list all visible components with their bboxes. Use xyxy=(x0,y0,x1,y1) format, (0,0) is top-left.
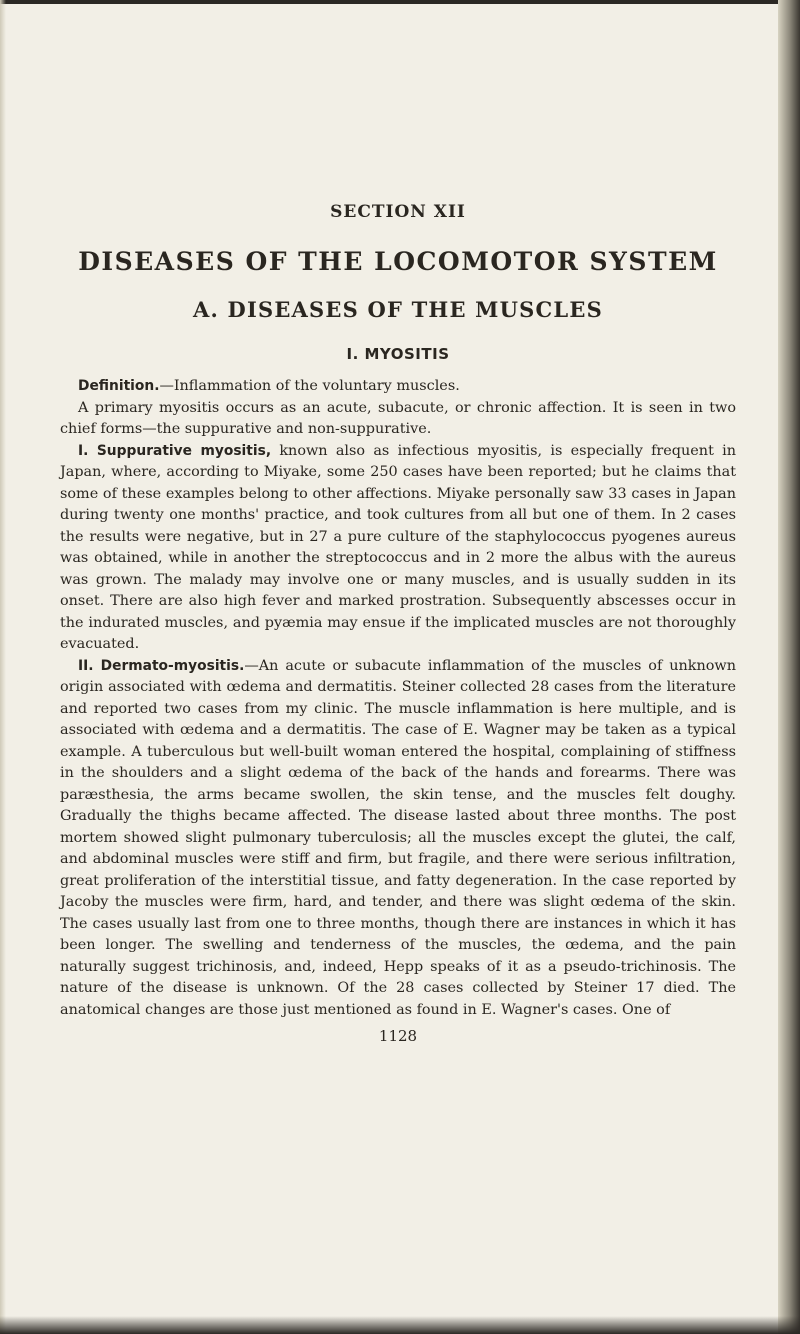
part-title: DISEASES OF THE LOCOMOTOR SYSTEM xyxy=(78,247,718,276)
page-content xyxy=(60,196,736,1047)
paragraph-text: known also as infectious myositis, is especially frequent in Japan, where, according to Miyake, some 250 cases have been reported; but he claims that some of these examples belong to other affections. Miyake personally saw 33 cases in Japan during twenty one months' practice, and took cultures from all but one of them. In 2 cases the results were negative, but in 27 a pure culture of the staphylococcus pyogenes aureus was obtained, while in another the streptococcus and in 2 more the albus with the aureus was grown. The malady may involve one or many muscles, and is usually sudden in its onset. There are also high fever and marked prostration. Subsequently abscesses occur in the indurated muscles, and pyæmia may ensue if the implicated muscles are not thoroughly evacuated. xyxy=(60,442,736,652)
paragraph-text: —Inflammation of the voluntary muscles. xyxy=(159,378,460,394)
paragraph-lead: I. Suppurative myositis, xyxy=(78,442,272,459)
paragraph-text: A primary myositis occurs as an acute, subacute, or chronic affection. It is seen in two chief forms—the suppurative and non-suppurative. xyxy=(60,399,736,437)
page-number: 1128 xyxy=(378,1027,418,1045)
paragraph-suppurative-myositis xyxy=(60,441,736,656)
page-edge-top xyxy=(0,0,800,4)
page-edge-right xyxy=(778,0,800,1334)
paragraph-lead: Definition. xyxy=(78,378,160,394)
page-edge-bottom xyxy=(0,1316,800,1334)
subchapter-title: I. MYOSITIS xyxy=(346,345,450,363)
chapter-title: A. DISEASES OF THE MUSCLES xyxy=(193,297,603,322)
paragraph-text: —An acute or subacute inflammation of the muscles of unknown origin associated with œdema and dermatitis. Steiner collected 28 cases from the literature and reported two cases from my clinic. The muscle inflammation is here multiple, and is associated with œdema and a dermatitis. The case of E. Wagner may be taken as a typical example. A tuberculous but well-built woman entered the hospital, complaining of stiffness in the shoulders and a slight œdema of the back of the hands and forearms. There was paræsthesia, the arms became swollen, the skin tense, and the muscles felt doughy. Gradually the thighs became affected. The disease lasted about three months. The post mortem showed slight pulmonary tuberculosis; all the muscles except the glutei, the calf, and abdominal muscles were stiff and firm, but fragile, and there were serious infiltration, great proliferation of the interstitial tissue, and fatty degeneration. In the case reported by Jacoby the muscles were firm, hard, and tender, and there was slight œdema of the skin. The cases usually last from one to three months, though there are instances in which it has been longer. The swelling and tenderness of the muscles, the œdema, and the pain naturally suggest trichinosis, and, indeed, Hepp speaks of it as a pseudo-trichinosis. The nature of the disease is unknown. Of the 28 cases collected by Steiner 17 died. The anatomical changes are those just mentioned as found in E. Wagner's cases. One of xyxy=(60,657,737,1018)
paragraph-primary-myositis xyxy=(60,398,736,441)
paragraph-definition xyxy=(60,376,736,398)
section-label: SECTION XII xyxy=(330,202,466,222)
paragraph-dermato-myositis xyxy=(60,656,736,1022)
paragraph-lead: II. Dermato-myositis. xyxy=(78,657,245,674)
page-gutter-shadow xyxy=(0,0,6,1334)
